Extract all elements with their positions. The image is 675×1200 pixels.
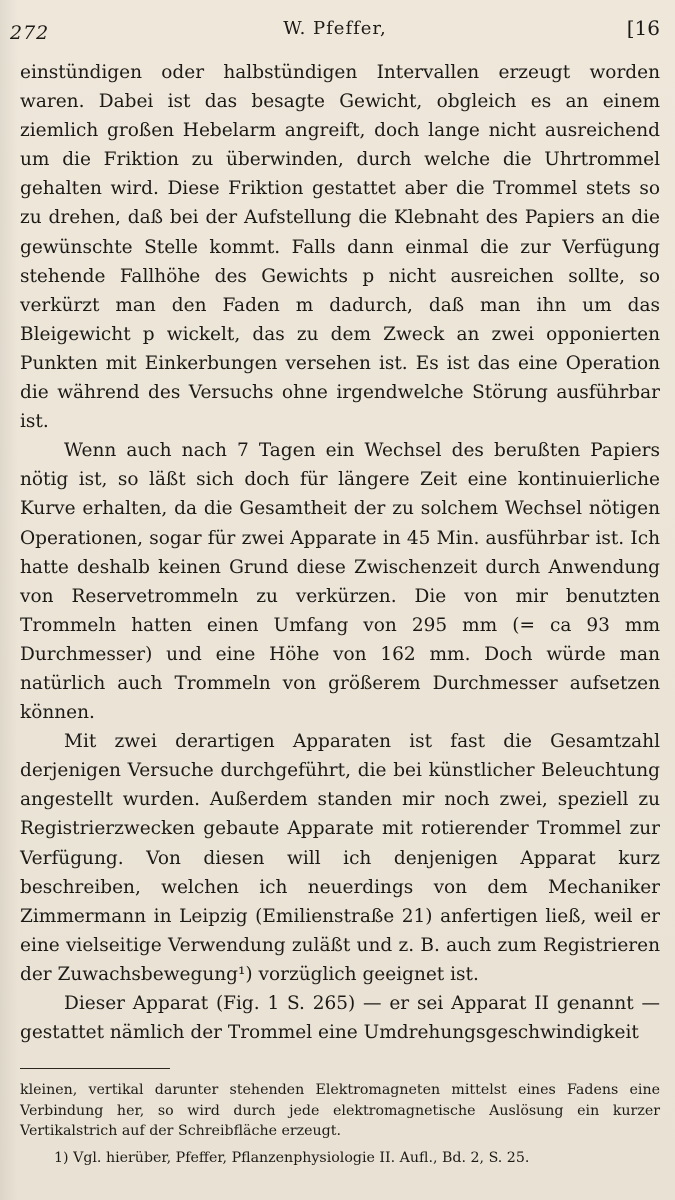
footnote-rule xyxy=(20,1068,170,1069)
paragraph-continued: einstündigen oder halbstündigen Intervallen erzeugt worden waren. Dabei ist das besagte Gewicht, obgleich es an einem ziemlich großen Hebelarm angreift, doch lange nicht ausreichend um die Friktion zu überwinden, durch welche die Uhrtrommel gehalten wird. Diese Friktion gestattet aber die Trommel stets so zu drehen, daß bei der Aufstellung die Klebnaht des Papiers an die gewünschte Stelle kommt. Falls dann einmal die zur Verfügung stehende Fallhöhe des Gewichts p nicht ausreichen sollte, so verkürzt man den Faden m dadurch, daß man ihn um das Bleigewicht p wickelt, das zu dem Zweck an zwei opponierten Punkten mit Einkerbungen versehen ist. Es ist das eine Operation die während des Versuchs ohne irgendwelche Störung ausführbar ist. xyxy=(20,62,660,433)
running-head: W. Pfeffer, xyxy=(283,18,387,39)
section-mark: [16 xyxy=(626,16,660,40)
page-number: 272 xyxy=(10,22,50,44)
paragraph: Dieser Apparat (Fig. 1 S. 265) — er sei Apparat II genannt — gestattet nämlich der Trommel eine Umdrehungsgeschwindigkeit xyxy=(20,993,660,1044)
footnote: 1) Vgl. hierüber, Pfeffer, Pflanzenphysiologie II. Aufl., Bd. 2, S. 25. xyxy=(54,1149,530,1166)
paragraph: Wenn auch nach 7 Tagen ein Wechsel des berußten Papiers nötig ist, so läßt sich doch für längere Zeit eine kontinuierliche Kurve erhalten, da die Gesamtheit der zu solchem Wechsel nötigen Operationen, sogar für zwei Apparate in 45 Min. ausführbar ist. Ich hatte deshalb keinen Grund diese Zwischenzeit durch Anwendung von Reservetrommeln zu verkürzen. Die von mir benutzten Trommeln hatten einen Umfang von 295 mm (= ca 93 mm Durchmesser) und eine Höhe von 162 mm. Doch würde man natürlich auch Trommeln von größerem Durchmesser aufsetzen können. xyxy=(20,440,660,724)
footnotes xyxy=(20,1080,660,1168)
main-text xyxy=(20,58,660,1047)
paragraph: Mit zwei derartigen Apparaten ist fast die Gesamtzahl derjenigen Versuche durchgeführt, die bei künstlicher Beleuchtung angestellt wurden. Außerdem standen mir noch zwei, speziell zu Registrierzwecken gebaute Apparate mit rotierender Trommel zur Verfügung. Von diesen will ich denjenigen Apparat kurz beschreiben, welchen ich neuerdings von dem Mechaniker Zimmermann in Leipzig (Emilienstraße 21) anfertigen ließ, weil er eine vielseitige Verwendung zuläßt und z. B. auch zum Registrieren der Zuwachsbewegung¹) vorzüglich geeignet ist. xyxy=(20,731,660,985)
page-header xyxy=(10,14,660,48)
footnote-continued: kleinen, vertikal darunter stehenden Elektromagneten mittelst eines Fadens eine Verbindung her, so wird durch jede elektromagnetische Auslösung ein kurzer Vertikalstrich auf der Schreibfläche erzeugt. xyxy=(20,1082,660,1139)
